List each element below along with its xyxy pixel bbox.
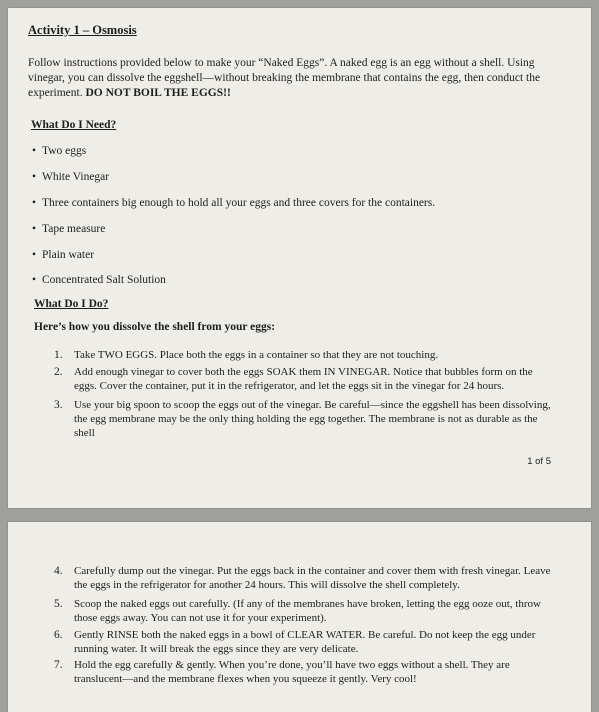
step-number: 7. (54, 659, 63, 671)
step-number: 2. (54, 366, 63, 378)
intro-text: Follow instructions provided below to make your “Naked Eggs”. A naked egg is an egg without a shell. Using vinegar, you can dissolve the eggshell—without breaking the membrane that contains the egg, then conduct the experiment. (28, 57, 541, 99)
document-page-1 (8, 8, 591, 508)
instructions-subheading: Here’s how you dissolve the shell from your eggs: (34, 321, 276, 333)
step-text: Add enough vinegar to cover both the eggs SOAK them IN VINEGAR. Notice that bubbles form on the eggs. Cover the container, put it in the refrigerator, and let the eggs sit in the vinegar for 24 hours. (74, 366, 533, 392)
bullet: • (32, 145, 37, 157)
bullet: • (32, 274, 37, 286)
need-item: • Tape measure (32, 223, 106, 235)
activity-title: Activity 1 – Osmosis (28, 23, 137, 37)
step-text: Take TWO EGGS. Place both the eggs in a container so that they are not touching. (74, 349, 439, 361)
step-item (54, 365, 554, 393)
step-number: 3. (54, 399, 63, 411)
step-text: Gently RINSE both the naked eggs in a bowl of CLEAR WATER. Be careful. Do not keep the egg under running water. It will break the eggs since they are very delicate. (74, 629, 536, 655)
step-number: 5. (54, 598, 63, 610)
step-text: Use your big spoon to scoop the eggs out of the vinegar. Be careful—since the eggshell has been dissolving, the egg membrane may be the only thing holding the egg together. The membrane is not as durable as the shell (74, 399, 551, 439)
step-text: Hold the egg carefully & gently. When you’re done, you’ll have two eggs without a shell. They are translucent—and the membrane flexes when you squeeze it gently. Very cool! (74, 659, 510, 685)
need-item: • Three containers big enough to hold all your eggs and three covers for the containers. (32, 197, 436, 209)
step-item (54, 628, 554, 656)
bullet: • (32, 223, 37, 235)
need-item: • Concentrated Salt Solution (32, 274, 166, 286)
step-number: 4. (54, 565, 63, 577)
step-item (54, 348, 554, 362)
what-do-i-need-heading: What Do I Need? (31, 119, 117, 131)
step-number: 6. (54, 629, 63, 641)
what-do-i-do-heading: What Do I Do? (34, 298, 109, 310)
intro-warning: DO NOT BOIL THE EGGS!! (85, 87, 231, 99)
intro-paragraph (28, 56, 573, 101)
step-text: Scoop the naked eggs out carefully. (If any of the membranes have broken, letting the egg ooze out, throw those eggs away. You can not use it for your experiment). (74, 598, 541, 624)
document-page-2 (8, 522, 591, 712)
need-item: • Two eggs (32, 145, 87, 157)
step-item (54, 564, 554, 592)
bullet: • (32, 171, 37, 183)
need-item: • White Vinegar (32, 171, 110, 183)
bullet: • (32, 249, 37, 261)
page-number: 1 of 5 (527, 456, 551, 467)
need-item: • Plain water (32, 249, 95, 261)
step-text: Carefully dump out the vinegar. Put the eggs back in the container and cover them with fresh vinegar. Leave the eggs in the refrigerator for another 24 hours. This will dissolve the shell completely. (74, 565, 551, 591)
step-item (54, 658, 554, 686)
step-number: 1. (54, 349, 63, 361)
bullet: • (32, 197, 37, 209)
step-item (54, 398, 554, 440)
step-item (54, 597, 554, 625)
